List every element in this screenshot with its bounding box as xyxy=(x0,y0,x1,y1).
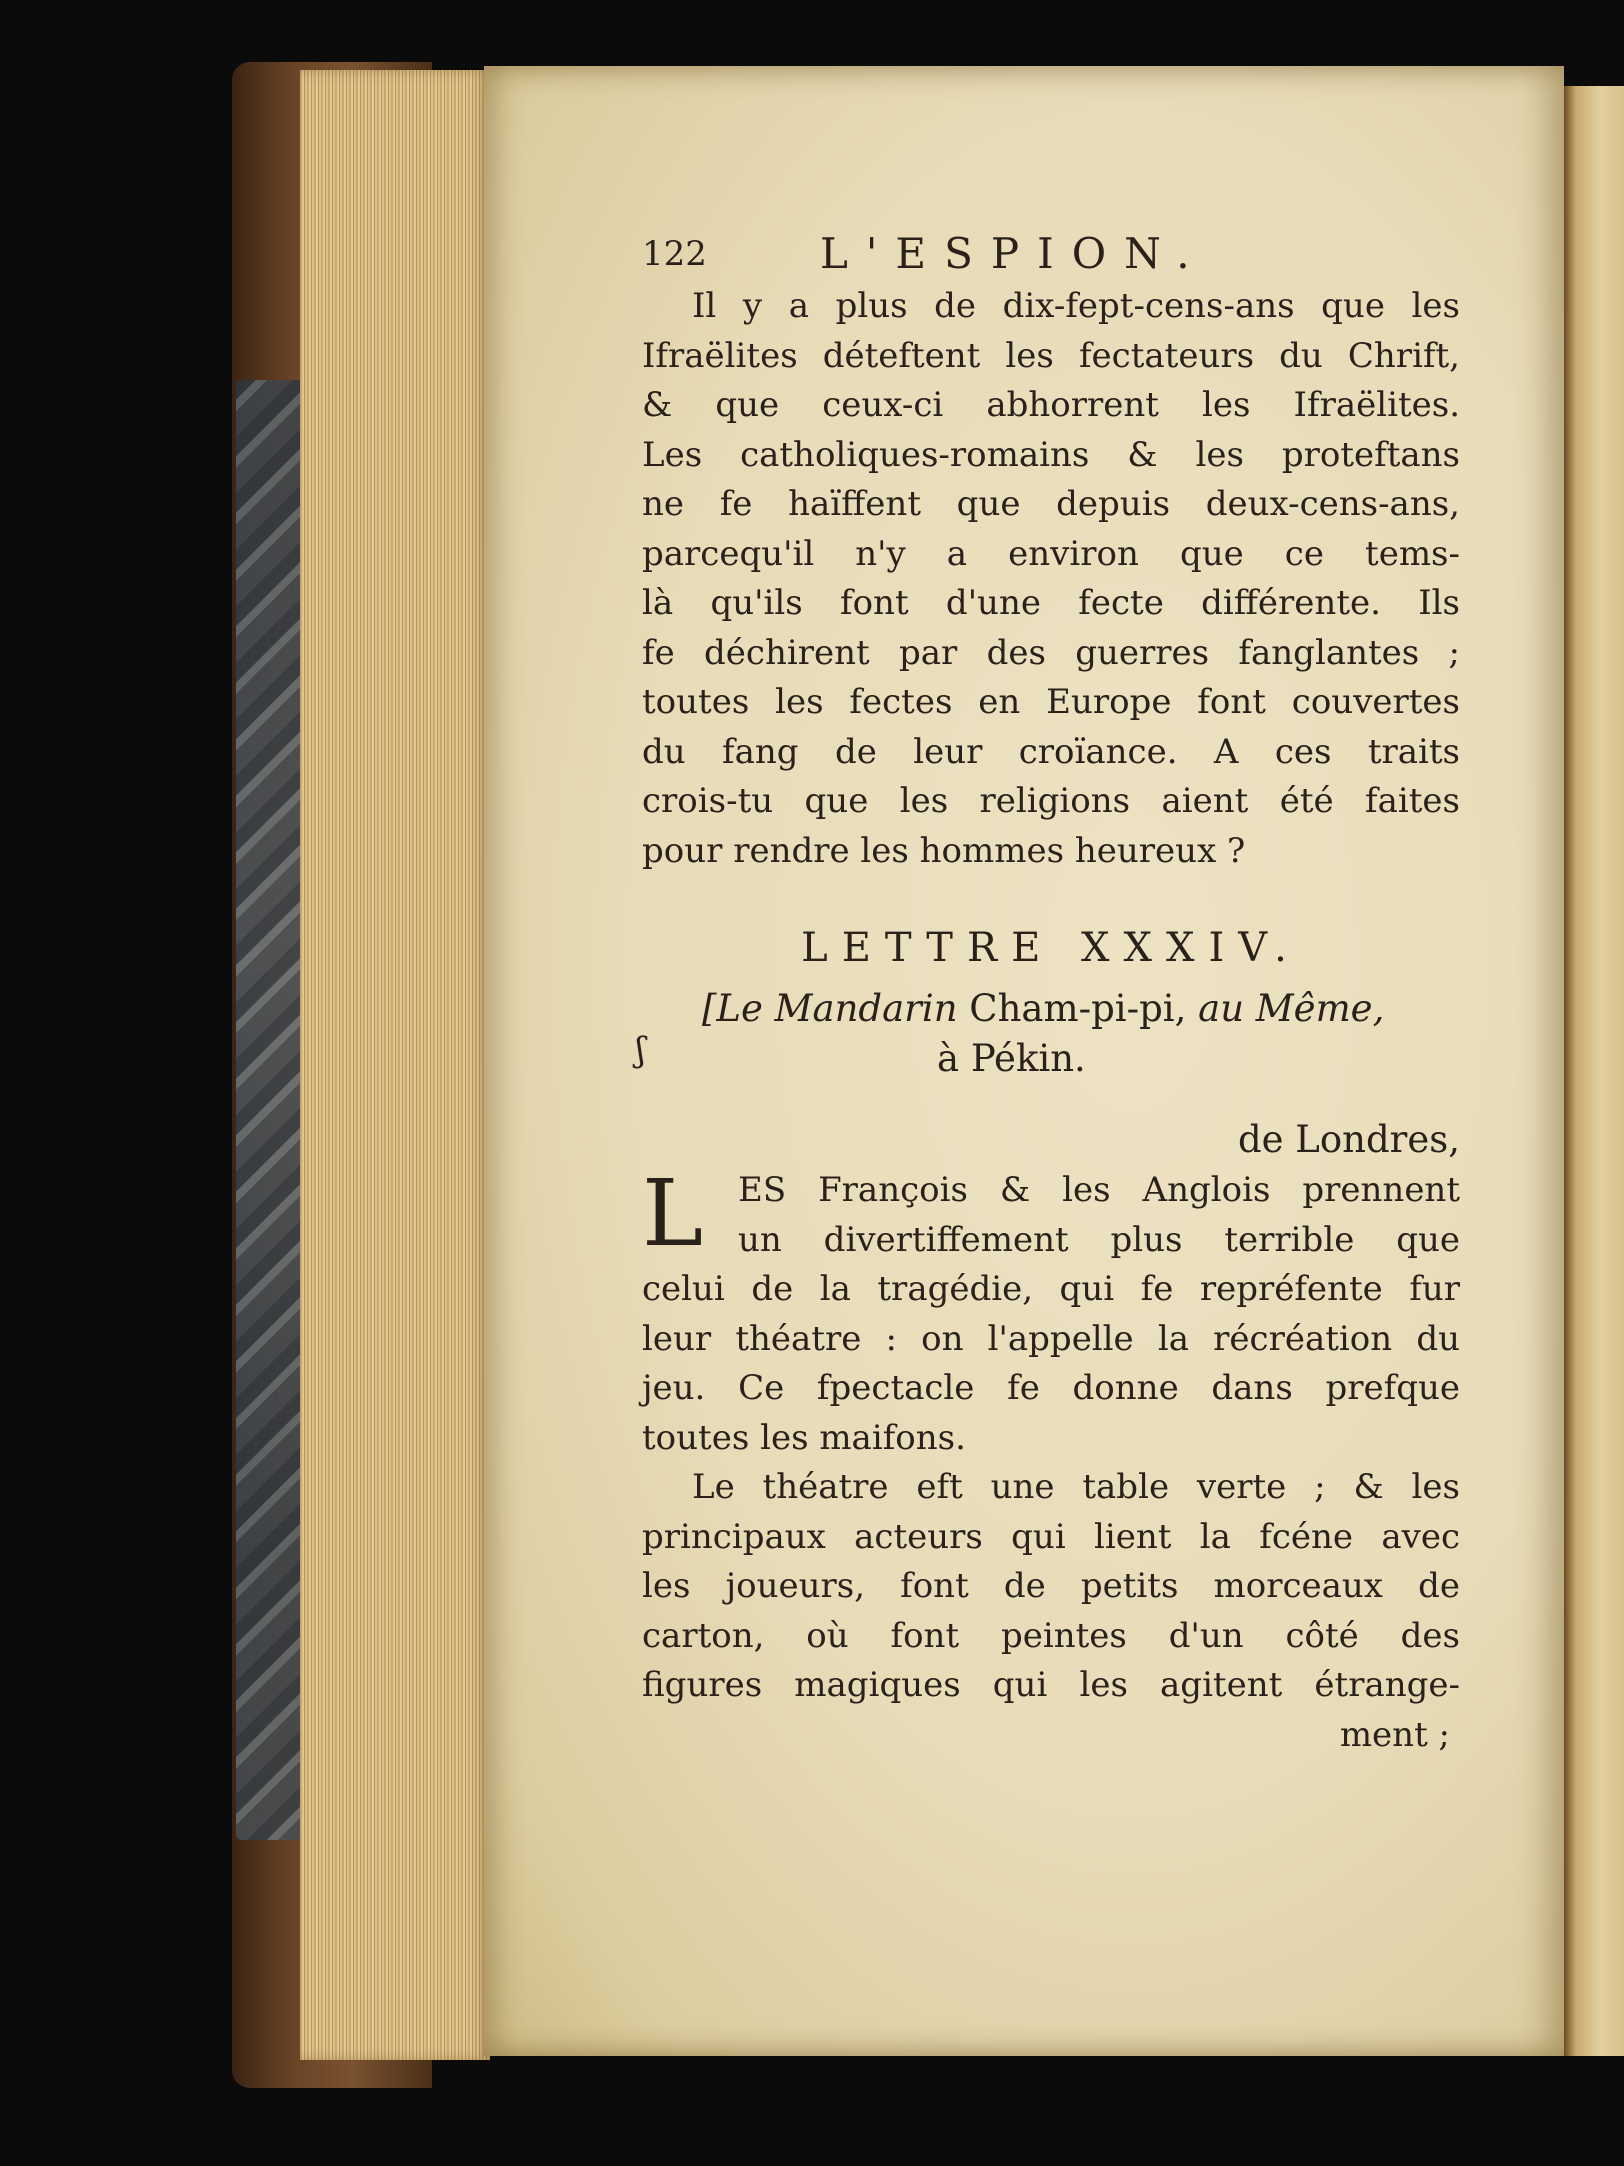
text-line: les joueurs, font de petits morceaux de xyxy=(642,1566,1460,1606)
text-line: ES François & les Anglois prennent xyxy=(738,1170,1460,1210)
text-line: celui de la tragédie, qui fe repréfente fur xyxy=(642,1269,1460,1309)
address-prefix: [Le Mandarin xyxy=(702,987,970,1030)
text-line: toutes les maifons. xyxy=(642,1417,966,1458)
text-line: principaux acteurs qui lient la fcéne avec xyxy=(642,1516,1460,1557)
page-number: 122 xyxy=(642,234,707,274)
text-line: Le théatre eft une table verte ; & les xyxy=(692,1467,1460,1507)
text-line: du fang de leur croïance. A ces traits xyxy=(642,731,1460,772)
text-line: leur théatre : on l'appelle la récréation du xyxy=(642,1318,1460,1359)
text-line: toutes les fectes en Europe font couvertes xyxy=(642,682,1460,722)
text-line: ne fe haïffent que depuis deux-cens-ans, xyxy=(642,484,1460,524)
text-line: jeu. Ce fpectacle fe donne dans prefque xyxy=(642,1368,1460,1408)
text-line: carton, où font peintes d'un côté des xyxy=(642,1615,1460,1656)
running-head-title: L'ESPION. xyxy=(820,229,1208,278)
paragraph-1 xyxy=(642,282,1460,876)
letter-dateline: de Londres, xyxy=(1237,1118,1460,1161)
address-name: Cham-pi-pi, xyxy=(969,987,1187,1030)
text-line: Il y a plus de dix-fept-cens-ans que les xyxy=(692,286,1460,326)
text-line: crois-tu que les religions aient été faites xyxy=(642,781,1460,821)
paragraph-2 xyxy=(642,1160,1460,1463)
letter-address xyxy=(642,984,1460,1034)
drop-cap: L xyxy=(642,1160,704,1267)
paragraph-3 xyxy=(642,1463,1460,1711)
text-line: pour rendre les hommes heureux ? xyxy=(642,830,1246,871)
text-line: Les catholiques-romains & les proteftans xyxy=(642,434,1460,475)
address-suffix: au Même, xyxy=(1186,987,1385,1030)
text-line: fe déchirent par des guerres fanglantes ; xyxy=(642,632,1460,673)
text-line: & que ceux-ci abhorrent les Ifraëlites. xyxy=(642,385,1460,425)
letter-destination: à Pékin. xyxy=(937,1037,1086,1080)
text-line: un divertiffement plus terrible que xyxy=(738,1219,1460,1260)
margin-mark: ʃ xyxy=(636,1030,646,1070)
text-line: Ifraëlites déteftent les fectateurs du Chrift, xyxy=(642,335,1460,376)
letter-title: LETTRE XXXIV. xyxy=(801,925,1301,971)
page-text xyxy=(642,226,1460,1760)
text-line: parcequ'il n'y a environ que ce tems- xyxy=(642,533,1460,574)
page-block-edges xyxy=(300,70,490,2060)
text-line: figures magiques qui les agitent étrange- xyxy=(642,1665,1460,1705)
marbled-endpaper xyxy=(236,380,306,1840)
text-line: là qu'ils font d'une fecte différente. Ils xyxy=(642,583,1460,623)
facing-page-edge xyxy=(1564,86,1624,2056)
catchword: ment ; xyxy=(1339,1714,1450,1755)
running-header xyxy=(642,226,1460,282)
